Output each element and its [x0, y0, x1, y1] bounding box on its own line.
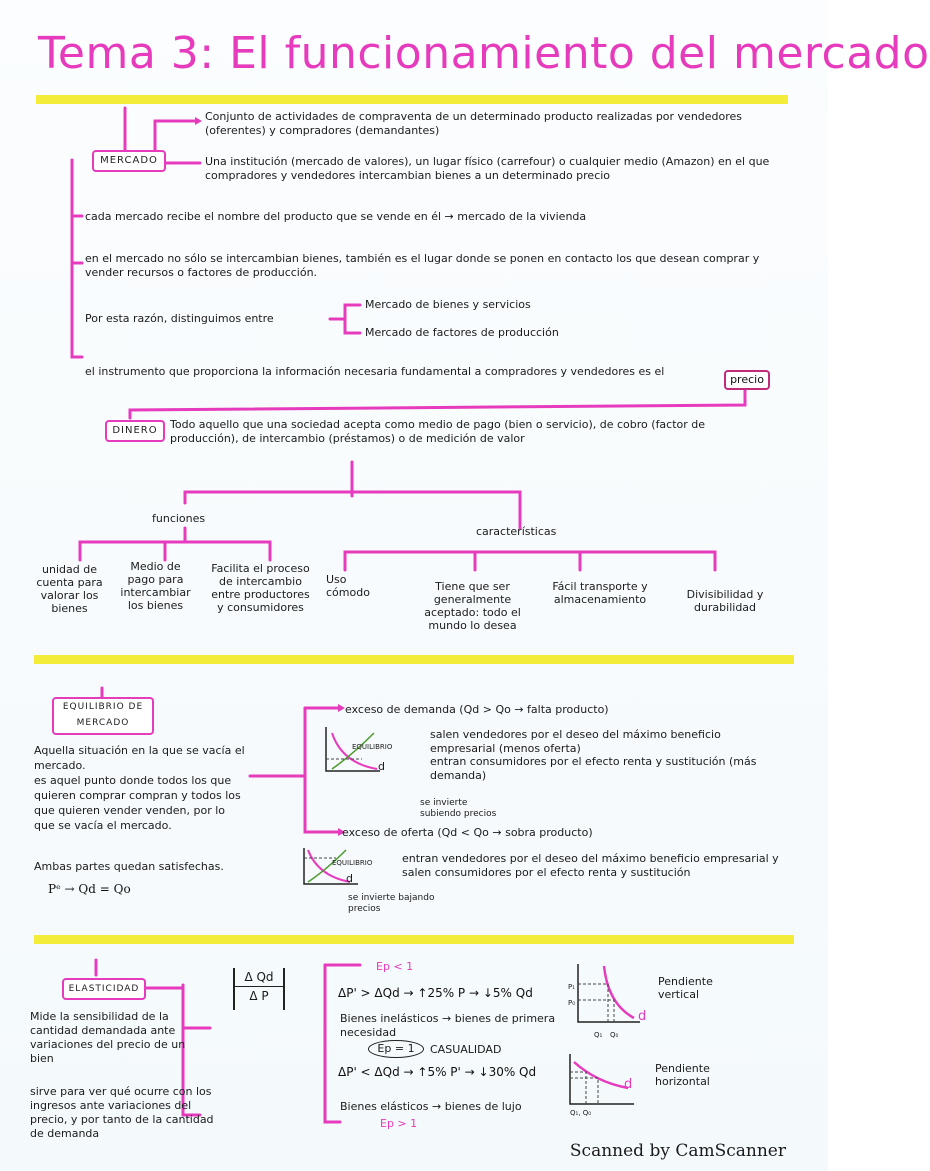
precio-box: precio [724, 370, 770, 390]
exceso-oferta-title: exceso de oferta (Qd < Qo → sobra producto) [342, 826, 593, 839]
mercado-distinguish: Por esta razón, distinguimos entre [85, 312, 274, 325]
funcion-item: Facilita el proceso de intercambio entre productores y consumidores [211, 562, 310, 614]
equilibrio-label: EQUILIBRIO DE MERCADO [52, 697, 154, 735]
graph-q1-label: Q₁ [594, 1031, 603, 1039]
graph-equilibrio-label: EQUILIBRIO [332, 859, 373, 867]
bienes-inelasticos: Bienes inelásticos → bienes de primera necesidad [340, 1012, 556, 1039]
elasticidad-label: ELASTICIDAD [62, 978, 146, 1000]
demanda-text-2: entran consumidores por el efecto renta y sustitución (más demanda) [430, 755, 757, 782]
exceso-demanda-title: exceso de demanda (Qd > Qo → falta producto) [345, 703, 609, 716]
elastic-formula: ΔP' < ΔQd → ↑5% P' → ↓30% Qd [338, 1065, 537, 1079]
funcion-item: Medio de pago para intercambiar los bienes [120, 560, 191, 612]
dinero-label: DINERO [105, 420, 165, 442]
mercado-definition-1: Conjunto de actividades de compraventa de un determinado producto realizadas por vendedores (oferentes) y compradores (demandantes) [205, 110, 743, 137]
dinero-definition: Todo aquello que una sociedad acepta como medio de pago (bien o servicio), de cobro (factor de producción), de intercambio (préstamos) o de medición de valor [170, 418, 706, 445]
highlight-bar-2 [34, 655, 794, 664]
casualidad-label: CASUALIDAD [430, 1043, 502, 1056]
pendiente-vertical: Pendiente vertical [658, 975, 713, 1001]
scanner-watermark: Scanned by CamScanner [569, 1141, 786, 1161]
page-title: Tema 3: El funcionamiento del mercado [38, 28, 930, 79]
ep-greater-than-1: Ep > 1 [380, 1117, 418, 1130]
mercado-type-2: Mercado de factores de producción [365, 326, 559, 339]
elasticidad-uso: sirve para ver qué ocurre con los ingresos ante variaciones del precio, y por tanto de la cantidad de demanda [30, 1085, 214, 1140]
pendiente-horizontal: Pendiente horizontal [655, 1062, 710, 1088]
demanda-text-1: salen vendedores por el deseo del máximo beneficio empresarial (menos oferta) [430, 728, 721, 755]
formula-denominator: Δ P [249, 989, 269, 1003]
inelastic-formula: ΔP' > ΔQd → ↑25% P → ↓5% Qd [338, 986, 533, 1000]
equilibrio-satisfaction: Ambas partes quedan satisfechas. [34, 860, 224, 873]
line-mercado-trunk [72, 160, 82, 357]
bienes-elasticos: Bienes elásticos → bienes de lujo [340, 1100, 522, 1113]
graph-d-label: d [378, 760, 385, 773]
funcion-item: unidad de cuenta para valorar los bienes [36, 563, 103, 615]
equilibrio-definition-2: es aquel punto donde todos los que quieren comprar compran y todos los que quieren vender venden, por lo que se vacía el mercado. [34, 774, 241, 832]
graph-d-label: d [624, 1077, 633, 1092]
demanda-result: se invierte subiendo precios [420, 798, 497, 819]
mercado-definition-2: Una institución (mercado de valores), un lugar físico (carrefour) o cualquier medio (Amazon) en el que compradores y vendedores intercambian bienes a un determinado precio [205, 155, 770, 182]
oferta-text: entran vendedores por el deseo del máximo beneficio empresarial y salen consumidores por el efecto renta y sustitución [402, 852, 779, 879]
caracteristica-item: Uso cómodo [326, 573, 370, 599]
formula-numerator: Δ Qd [235, 968, 283, 987]
mercado-note-1: cada mercado recibe el nombre del producto que se vende en él → mercado de la vivienda [85, 210, 587, 223]
graph-d-label: d [346, 872, 353, 885]
oferta-result: se invierte bajando precios [348, 893, 435, 914]
ep-less-than-1: Ep < 1 [376, 960, 414, 973]
highlight-bar-3 [34, 935, 794, 944]
graph-equilibrio-label: EQUILIBRIO [352, 743, 393, 751]
graph-q0-label: Q₀ [610, 1031, 619, 1039]
mercado-note-3: el instrumento que proporciona la información necesaria fundamental a compradores y vendedores es el [85, 365, 665, 378]
graph-p1-label: P₁ [568, 983, 576, 991]
mercado-type-1: Mercado de bienes y servicios [365, 298, 531, 311]
mercado-label: MERCADO [92, 150, 166, 172]
elasticidad-definition: Mide la sensibilidad de la cantidad demandada ante variaciones del precio de un bien [30, 1010, 186, 1065]
graph-q1q0-label: Q₁, Q₀ [570, 1109, 592, 1117]
caracteristica-item: Fácil transporte y almacenamiento [552, 580, 648, 606]
mercado-note-2: en el mercado no sólo se intercambian bienes, también es el lugar donde se ponen en contacto los que desean comprar y vender recursos o factores de producción. [85, 252, 760, 279]
inelastic-graph [568, 962, 643, 1028]
caracteristica-item: Divisibilidad y durabilidad [686, 588, 764, 614]
line-precio-dinero [130, 389, 745, 418]
caracteristica-item: Tiene que ser generalmente aceptado: todo el mundo lo desea [424, 580, 521, 632]
ep-equals-1: Ep = 1 [368, 1040, 424, 1058]
graph-d-label: d [638, 1009, 647, 1024]
equilibrio-formula: Pᵉ → Qd = Qo [48, 882, 131, 896]
equilibrio-definition: Aquella situación en la que se vacía el mercado. [34, 744, 245, 772]
highlight-bar-1 [36, 95, 788, 104]
elasticidad-formula [233, 968, 285, 1010]
caracteristicas-title: características [476, 525, 557, 538]
graph-p0-label: P₀ [568, 999, 576, 1007]
funciones-title: funciones [152, 512, 206, 525]
